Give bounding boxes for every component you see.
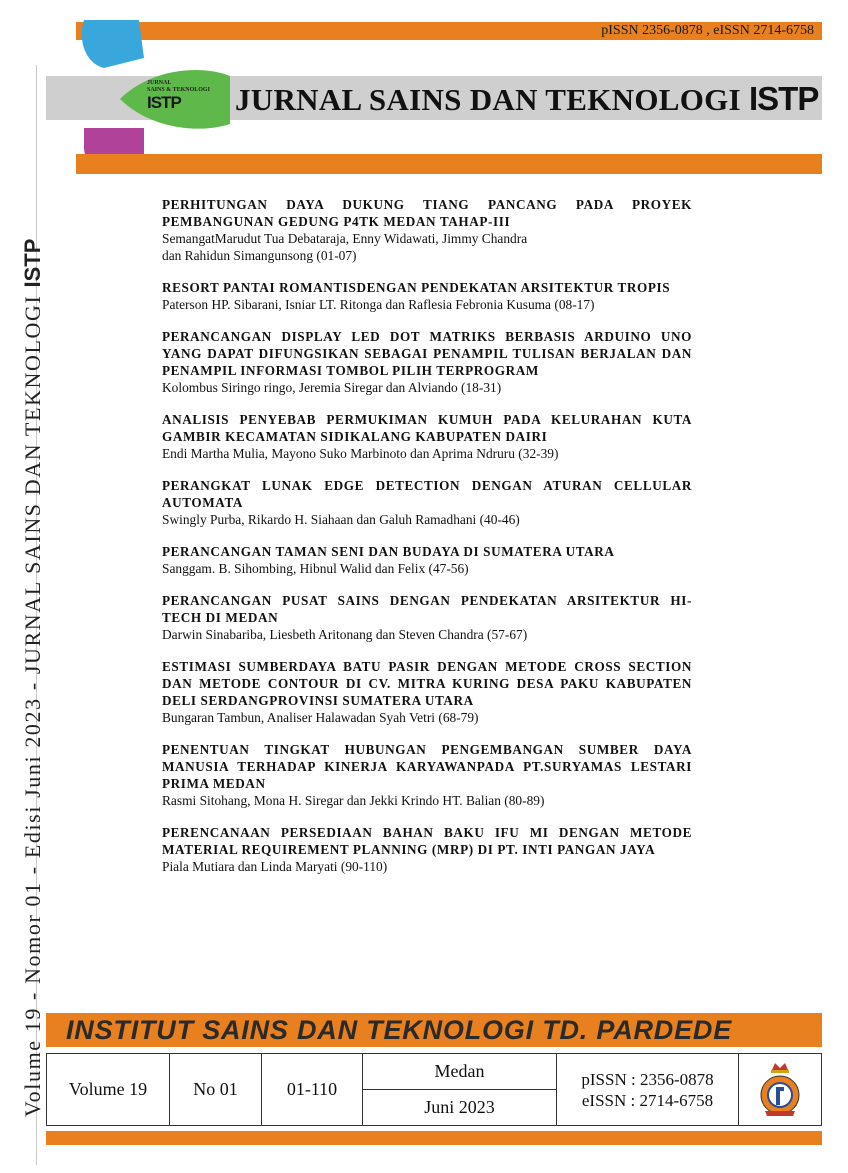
pages-cell: 01-110 xyxy=(262,1054,363,1125)
article-entry[interactable] xyxy=(162,741,692,809)
small-logo xyxy=(147,80,227,120)
institute-name: INSTITUT SAINS DAN TEKNOLOGI TD. PARDEDE xyxy=(66,1015,733,1045)
spine-text xyxy=(20,239,46,1117)
institute-seal xyxy=(739,1054,821,1125)
article-title: PERANGKAT LUNAK EDGE DETECTION DENGAN ATURAN CELLULAR AUTOMATA xyxy=(162,478,692,510)
table-of-contents xyxy=(162,196,692,890)
article-authors: Paterson HP. Sibarani, Isniar LT. Ritonga dan Raflesia Febronia Kusuma (08-17) xyxy=(162,297,595,312)
article-entry[interactable] xyxy=(162,328,692,396)
article-title: PERANCANGAN DISPLAY LED DOT MATRIKS BERBASIS ARDUINO UNO YANG DAPAT DIFUNGSIKAN SEBAGAI PENAMPIL TULISAN BERJALAN DAN PENAMPIL INFORMASI TOMBOL PILIH TERPROGRAM xyxy=(162,329,692,378)
spine-abbr: ISTP xyxy=(20,238,45,288)
header-issn: pISSN 2356-0878 , eISSN 2714-6758 xyxy=(601,23,814,38)
footer-bottom-bar xyxy=(46,1131,822,1145)
place-date-cell xyxy=(363,1054,557,1125)
small-logo-line1: JURNAL xyxy=(147,80,172,86)
eissn-text: eISSN : 2714-6758 xyxy=(581,1090,714,1110)
spine-text-main: Volume 19 - Nomor 01 - Edisi Juni 2023 - JURNAL SAINS DAN TEKNOLOGI xyxy=(20,287,45,1117)
article-title: PENENTUAN TINGKAT HUBUNGAN PENGEMBANGAN SUMBER DAYA MANUSIA TERHADAP KINERJA KARYAWANPADA PT.SURYAMAS LESTARI PRIMA MEDAN xyxy=(162,742,692,791)
article-title: PERENCANAAN PERSEDIAAN BAHAN BAKU IFU MI DENGAN METODE MATERIAL REQUIREMENT PLANNING (MRP) DI PT. INTI PANGAN JAYA xyxy=(162,825,692,857)
small-logo-line2: SAINS & TEKNOLOGI xyxy=(147,87,210,93)
article-entry[interactable] xyxy=(162,592,692,643)
article-authors: Darwin Sinabariba, Liesbeth Aritonang dan Steven Chandra (57-67) xyxy=(162,627,528,642)
issn-cell xyxy=(557,1054,739,1125)
journal-title xyxy=(235,80,818,118)
article-authors: Bungaran Tambun, Analiser Halawadan Syah Vetri (68-79) xyxy=(162,710,479,725)
volume-cell: Volume 19 xyxy=(47,1054,170,1125)
city-cell: Medan xyxy=(363,1054,556,1090)
header-bottom-bar xyxy=(76,154,822,174)
article-entry[interactable] xyxy=(162,279,692,313)
article-title: ESTIMASI SUMBERDAYA BATU PASIR DENGAN METODE CROSS SECTION DAN METODE CONTOUR DI CV. MITRA KURING DESA PAKU KABUPATEN DELI SERDANGPROVINSI SUMATERA UTARA xyxy=(162,659,692,708)
institute-bar xyxy=(46,1013,822,1047)
small-logo-abbr: ISTP xyxy=(147,93,181,112)
article-entry[interactable] xyxy=(162,411,692,462)
article-authors-cont: dan Rahidun Simangunsong (01-07) xyxy=(162,248,357,263)
institute-seal-icon xyxy=(755,1061,805,1119)
article-title: PERANCANGAN TAMAN SENI DAN BUDAYA DI SUMATERA UTARA xyxy=(162,544,615,559)
article-entry[interactable] xyxy=(162,196,692,264)
article-authors: Swingly Purba, Rikardo H. Siahaan dan Galuh Ramadhani (40-46) xyxy=(162,512,520,527)
article-authors: Piala Mutiara dan Linda Maryati (90-110) xyxy=(162,859,388,874)
article-title: PERANCANGAN PUSAT SAINS DENGAN PENDEKATAN ARSITEKTUR HI-TECH DI MEDAN xyxy=(162,593,692,625)
article-entry[interactable] xyxy=(162,658,692,726)
article-authors: Endi Martha Mulia, Mayono Suko Marbinoto dan Aprima Ndruru (32-39) xyxy=(162,446,559,461)
article-authors: Sanggam. B. Sihombing, Hibnul Walid dan Felix (47-56) xyxy=(162,561,469,576)
article-entry[interactable] xyxy=(162,543,692,577)
info-table xyxy=(46,1053,822,1126)
article-title: PERHITUNGAN DAYA DUKUNG TIANG PANCANG PADA PROYEK PEMBANGUNAN GEDUNG P4TK MEDAN TAHAP-III xyxy=(162,197,692,229)
article-authors: Kolombus Siringo ringo, Jeremia Siregar dan Alviando (18-31) xyxy=(162,380,502,395)
article-entry[interactable] xyxy=(162,477,692,528)
article-entry[interactable] xyxy=(162,824,692,875)
article-title: RESORT PANTAI ROMANTISDENGAN PENDEKATAN ARSITEKTUR TROPIS xyxy=(162,280,671,295)
journal-title-abbr: ISTP xyxy=(748,80,819,117)
number-cell: No 01 xyxy=(170,1054,262,1125)
article-authors: Rasmi Sitohang, Mona H. Siregar dan Jekki Krindo HT. Balian (80-89) xyxy=(162,793,545,808)
date-cell: Juni 2023 xyxy=(424,1097,495,1117)
article-authors: SemangatMarudut Tua Debataraja, Enny Widawati, Jimmy Chandra xyxy=(162,231,528,246)
article-title: ANALISIS PENYEBAB PERMUKIMAN KUMUH PADA KELURAHAN KUTA GAMBIR KECAMATAN SIDIKALANG KABUPATEN DAIRI xyxy=(162,412,692,444)
journal-title-text: JURNAL SAINS DAN TEKNOLOGI xyxy=(235,82,749,117)
pissn-text: pISSN : 2356-0878 xyxy=(581,1069,714,1089)
